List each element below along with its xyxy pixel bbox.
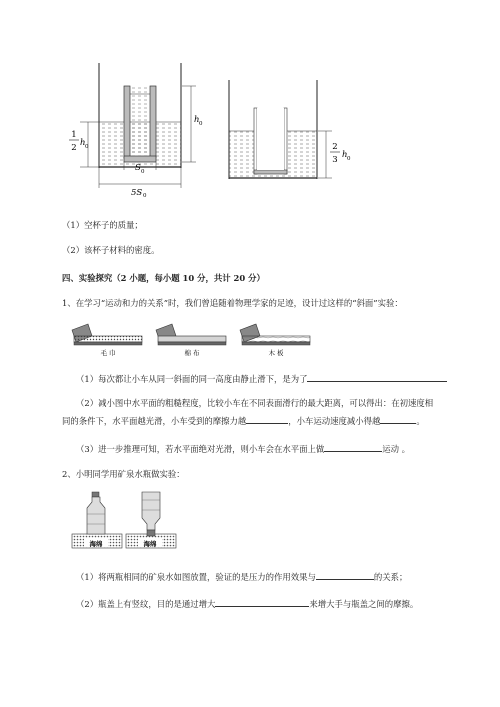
two-thirds-sub: 0 — [347, 156, 351, 162]
q1-sub-1 — [76, 372, 447, 385]
q1-sub-2-text-b: ，小车运动速度减小得越 — [288, 416, 381, 426]
base-var: 5S — [131, 188, 143, 198]
q1-sub-3 — [76, 442, 410, 455]
h0-sub: 0 — [199, 121, 203, 127]
two-thirds-var: h — [342, 150, 348, 160]
slope-experiment-figure — [68, 320, 328, 358]
cotton-slope — [156, 324, 226, 345]
s0-var: S — [135, 163, 141, 173]
wood-slope — [240, 324, 310, 345]
q1-sub-3-text-b: 运动 。 — [382, 444, 410, 454]
surface-label-wood: 木 板 — [268, 349, 284, 357]
answer-blank[interactable] — [215, 597, 309, 607]
cup-in-water-figure — [66, 58, 356, 198]
q1-sub-1-text: （1）每次都让小车从同一斜面的同一高度由静止滑下，是为了 — [76, 374, 308, 384]
q2-sub-1-text-b: 的关系； — [373, 572, 408, 582]
question-part-2: （2）该杯子材料的密度。 — [62, 245, 160, 255]
answer-blank[interactable] — [324, 442, 382, 452]
half-h0-num: 1 — [71, 130, 77, 140]
half-h0-var: h — [80, 138, 86, 148]
q2-sub-2 — [76, 597, 418, 610]
base-sub: 0 — [143, 193, 147, 198]
half-h0-den: 2 — [71, 143, 77, 153]
bottle-sponge-figure — [70, 490, 180, 558]
q2-sub-2-text-b: 来增大手与瓶盖之间的摩擦。 — [309, 599, 419, 609]
surface-label-cotton: 棉 布 — [184, 349, 200, 357]
s0-sub: 0 — [141, 169, 145, 175]
towel-slope — [72, 324, 142, 345]
section-heading: 四、实验探究（2 小题，每小题 10 分，共计 20 分） — [62, 273, 265, 283]
half-h0-sub: 0 — [85, 144, 89, 150]
answer-blank[interactable] — [307, 372, 447, 382]
answer-blank[interactable] — [316, 570, 374, 580]
sponge-label-2: 海绵 — [143, 540, 157, 548]
q2-sub-1-text-a: （1）将两瓶相同的矿泉水如图放置，验证的是压力的作用效果与 — [76, 572, 316, 582]
inverted-bottle — [142, 492, 160, 536]
q1-sub-2-line2 — [62, 414, 425, 427]
surface-label-towel: 毛 巾 — [100, 349, 116, 357]
right-container — [229, 80, 332, 179]
q2-sub-1 — [76, 570, 407, 583]
two-thirds-den: 3 — [332, 155, 338, 165]
answer-blank[interactable] — [246, 414, 288, 424]
q1-sub-3-text-a: （3）进一步推理可知，若水平面绝对光滑，则小车会在水平面上做 — [76, 444, 325, 454]
q2-stem: 2、小明同学用矿泉水瓶做实验： — [62, 469, 185, 479]
q2-sub-2-text-a: （2）瓶盖上有竖纹，目的是通过增大 — [76, 599, 216, 609]
sponge-label-1: 海绵 — [89, 540, 103, 548]
q1-stem: 1、在学习“运动和力的关系”时，我们曾追随着物理学家的足迹，设计过这样的“斜面”实验： — [62, 298, 403, 308]
q1-sub-2-text-c: 。 — [416, 416, 425, 426]
answer-blank[interactable] — [380, 414, 416, 424]
q1-sub-2-line1: （2）减小图中水平面的粗糙程度，比较小车在不同表面滑行的最大距离，可以得出：在初速度相 — [76, 398, 434, 408]
upright-bottle — [87, 492, 105, 534]
h0-var: h — [194, 115, 200, 125]
q1-sub-2-text-a: 同的条件下，水平面越光滑，小车受到的摩擦力越 — [62, 416, 247, 426]
two-thirds-num: 2 — [332, 142, 338, 152]
question-part-1: （1）空杯子的质量； — [62, 220, 143, 230]
